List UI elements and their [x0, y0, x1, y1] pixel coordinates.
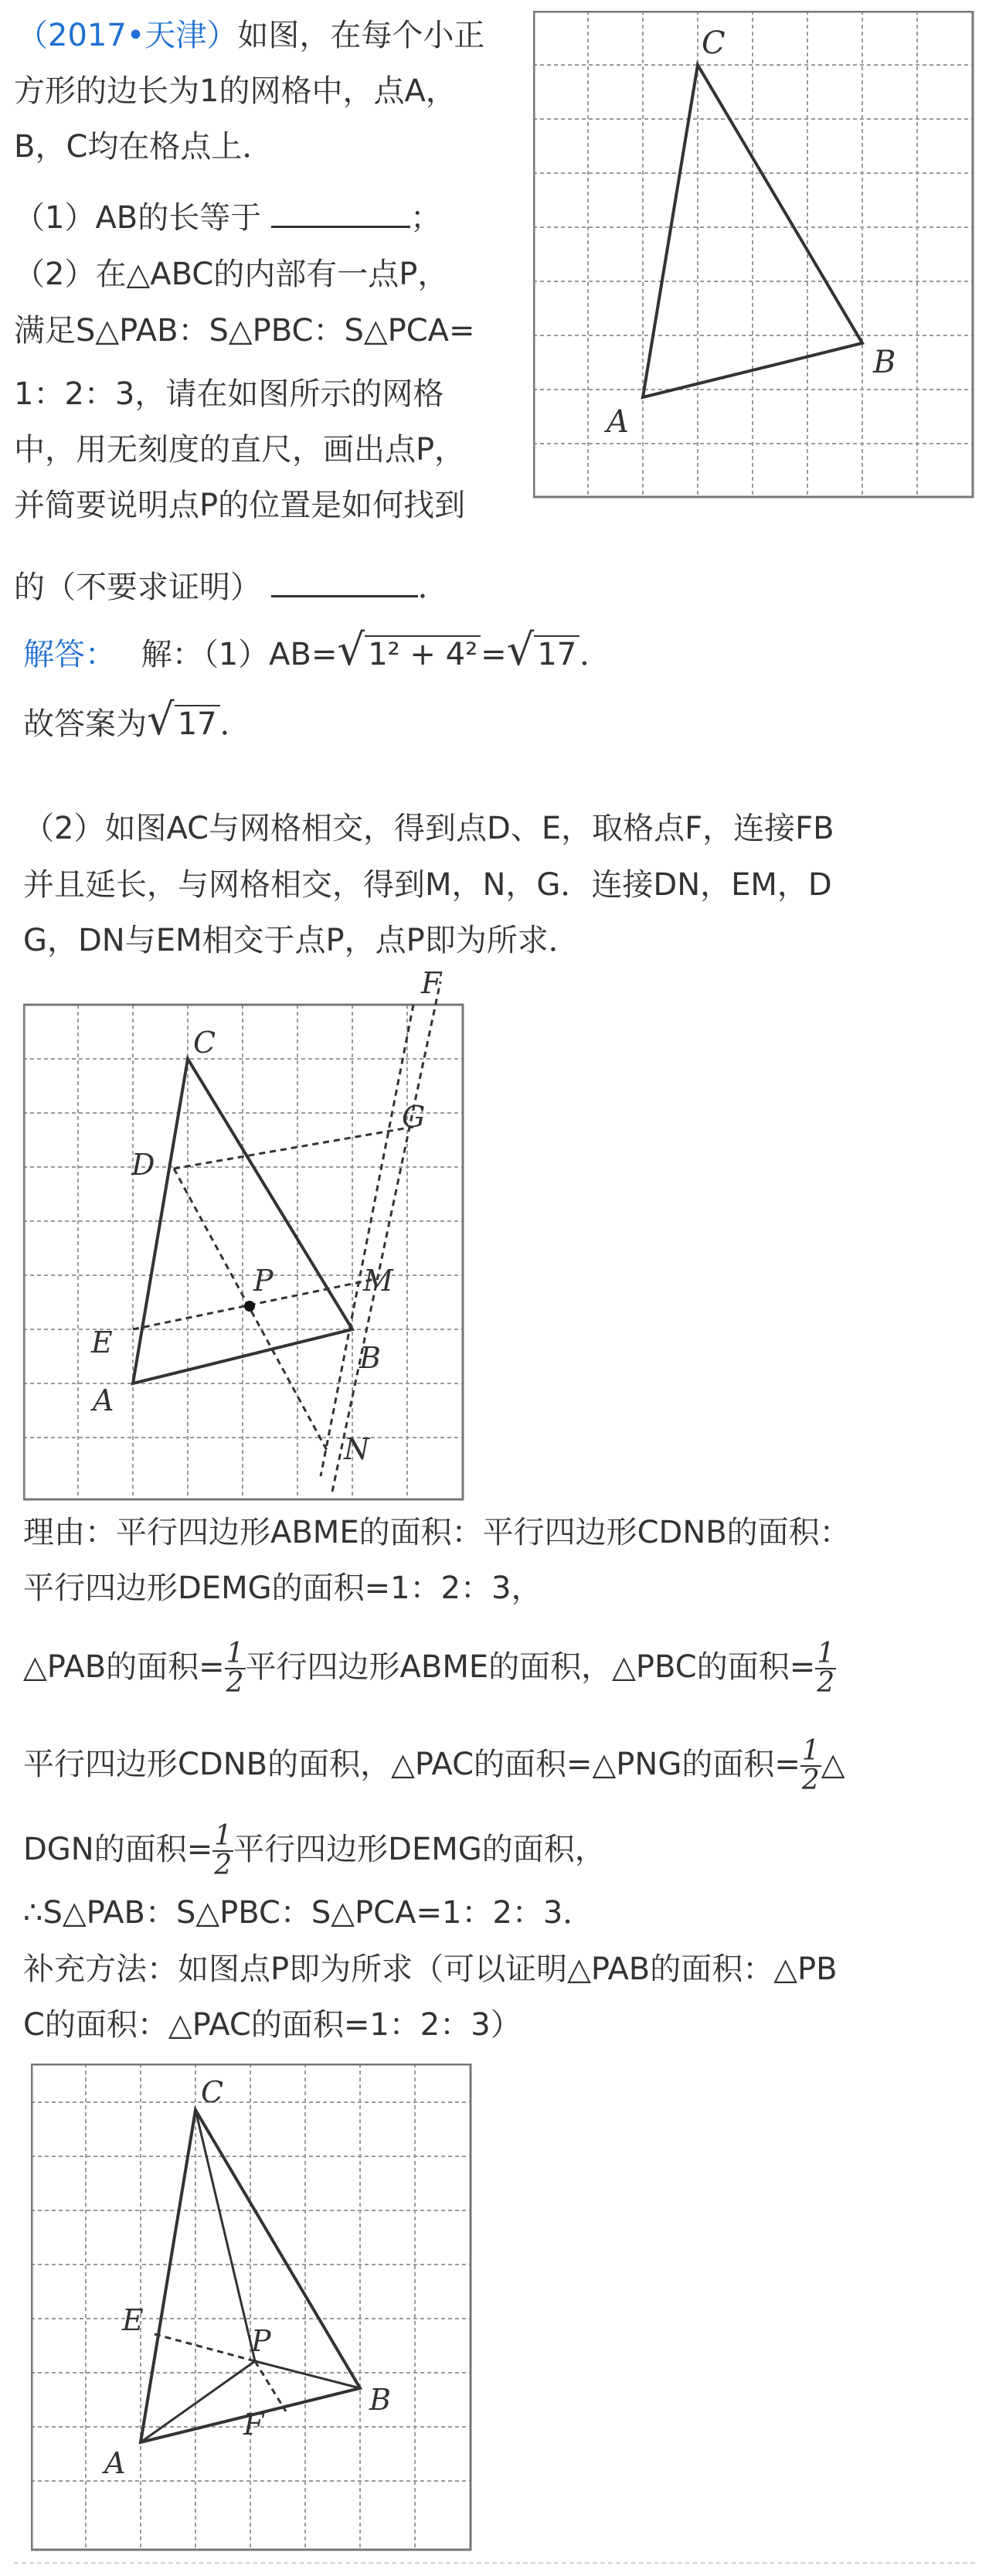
answer-part-2-line-1: （2）如图AC与网格相交，得到点D、E，取格点F，连接FB: [23, 811, 834, 846]
sqrt-icon: √: [337, 625, 365, 675]
problem-line-1: （2017•天津）如图，在每个小正: [17, 18, 485, 53]
question-2-line-2: 满足S△PAB：S△PBC：S△PCA=: [14, 313, 475, 349]
label-c: C: [201, 2075, 224, 2109]
answer-blank-1[interactable]: [271, 219, 410, 228]
supplement-line-1: 补充方法：如图点P即为所求（可以证明△PAB的面积：△PB: [23, 1952, 838, 1987]
question-2-line-1: （2）在△ABC的内部有一点P，: [14, 257, 449, 292]
answer-part-2-line-3: G，DN与EM相交于点P，点P即为所求．: [23, 923, 579, 958]
label-c: C: [193, 1026, 216, 1060]
reason-line-1: 理由：平行四边形ABME的面积：平行四边形CDNB的面积：: [23, 1515, 851, 1550]
reason-line-6: ∴S△PAB：S△PBC：S△PCA=1：2：3．: [23, 1895, 594, 1931]
answer-blank-2[interactable]: [271, 589, 418, 597]
fraction-half: $\frac{1}{2}$: [214, 1820, 233, 1881]
reason-line-2: 平行四边形DEMG的面积=1：2：3，: [23, 1570, 542, 1606]
sqrt-icon: √: [147, 695, 175, 745]
question-2-line-5: 并简要说明点P的位置是如何找到: [14, 488, 466, 523]
answer-label: 解答: [23, 637, 85, 672]
label-c: C: [702, 26, 726, 61]
problem-line-2: 方形的边长为1的网格中，点A，: [14, 73, 457, 109]
label-n: N: [344, 1432, 370, 1466]
figure-2-grid: [23, 966, 487, 1507]
question-2-line-6: 的（不要求证明） ．: [14, 570, 449, 605]
label-f: F: [243, 2408, 264, 2442]
bottom-divider: [14, 2562, 975, 2564]
label-b: B: [369, 2383, 391, 2417]
answer-part-1-result: 故答案为√ 17 ．: [23, 695, 251, 745]
label-a: A: [607, 404, 629, 440]
fraction-half: $\frac{1}{2}$: [817, 1638, 835, 1699]
answer-part-1: 解答： 解：（1）AB=√ 1² + 4² =√ 17 ．: [23, 625, 611, 675]
reason-line-4: 平行四边形CDNB的面积，△PAC的面积=△PNG的面积= $\frac{1}{2}$ △: [23, 1735, 845, 1796]
label-p: P: [251, 2324, 271, 2358]
label-a: A: [104, 2446, 126, 2480]
answer-part-2-line-2: 并且延长，与网格相交，得到M，N，G．连接DN，EM，D: [23, 867, 832, 903]
figure-1-grid: [533, 11, 981, 505]
label-e: E: [91, 1325, 113, 1359]
label-b: B: [873, 345, 896, 380]
reason-line-5: DGN的面积= $\frac{1}{2}$ 平行四边形DEMG的面积，: [23, 1820, 606, 1881]
reason-line-3: △PAB的面积= $\frac{1}{2}$ 平行四边形ABME的面积，△PBC的面积= $\frac{1}{2}$: [23, 1638, 835, 1699]
question-2-line-3: 1：2：3，请在如图所示的网格: [14, 376, 444, 412]
fraction-half: $\frac{1}{2}$: [226, 1638, 244, 1699]
supplement-line-2: C的面积：△PAC的面积=1：2：3）: [23, 2007, 522, 2043]
problem-line-3: B，C均在格点上．: [14, 129, 274, 165]
label-d: D: [131, 1148, 155, 1182]
label-e: E: [122, 2303, 144, 2337]
label-b: B: [359, 1341, 381, 1375]
label-f: F: [421, 966, 442, 1000]
label-g: G: [402, 1100, 426, 1134]
question-1: （1）AB的长等于 ；: [14, 200, 441, 236]
point-p: [244, 1301, 255, 1312]
figure-3-grid: [31, 2064, 479, 2558]
label-m: M: [363, 1264, 393, 1298]
sqrt-icon: √: [506, 625, 535, 675]
fraction-half: $\frac{1}{2}$: [801, 1735, 820, 1796]
label-p: P: [253, 1264, 274, 1298]
question-2-line-4: 中，用无刻度的直尺，画出点P，: [14, 432, 466, 468]
problem-source: （2017•天津）: [17, 18, 238, 53]
label-a: A: [93, 1383, 114, 1417]
